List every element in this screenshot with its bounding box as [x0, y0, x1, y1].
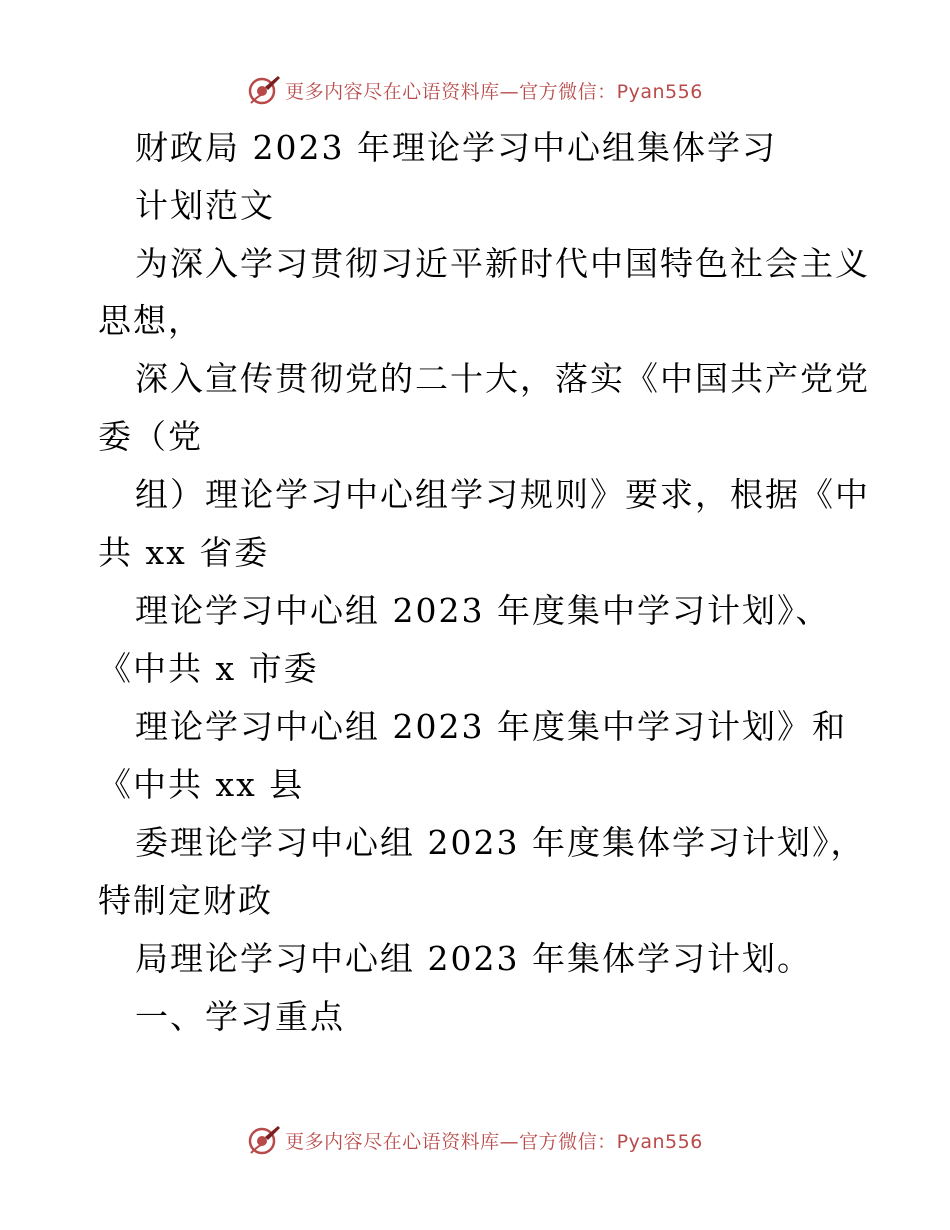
pen-logo-icon: [247, 1123, 281, 1157]
title-line-1: 财政局 2023 年理论学习中心组集体学习: [135, 128, 777, 167]
text-line: 深入宣传贯彻党的二十大，落实《中国共产党党: [135, 359, 870, 398]
section-heading: 一、学习重点: [135, 997, 345, 1036]
text-line: 局理论学习中心组 2023 年集体学习计划。: [135, 939, 812, 978]
text-line: 为深入学习贯彻习近平新时代中国特色社会主义: [135, 244, 870, 283]
text-line: 共 xx 省委: [98, 533, 270, 572]
text-line: 思想，: [98, 301, 203, 340]
text-line: 理论学习中心组 2023 年度集中学习计划》、: [135, 591, 831, 630]
watermark-banner-bottom: [0, 1120, 950, 1160]
text-line: 组）理论学习中心组学习规则》要求，根据《中: [135, 475, 870, 514]
watermark-text: 更多内容尽在心语资料库—官方微信：Pyan556: [285, 80, 703, 103]
watermark-text: 更多内容尽在心语资料库—官方微信：Pyan556: [285, 1130, 703, 1153]
text-line: 《中共 xx 县: [98, 765, 305, 804]
pen-logo-icon: [247, 73, 281, 107]
text-line: 委理论学习中心组 2023 年度集体学习计划》，: [135, 823, 866, 862]
title-line-2: 计划范文: [135, 186, 275, 225]
text-line: 特制定财政: [98, 881, 273, 920]
text-line: 《中共 x 市委: [98, 649, 319, 688]
text-line: 委（党: [98, 417, 203, 456]
text-line: 理论学习中心组 2023 年度集中学习计划》和: [135, 707, 847, 746]
watermark-banner-top: [0, 70, 950, 110]
